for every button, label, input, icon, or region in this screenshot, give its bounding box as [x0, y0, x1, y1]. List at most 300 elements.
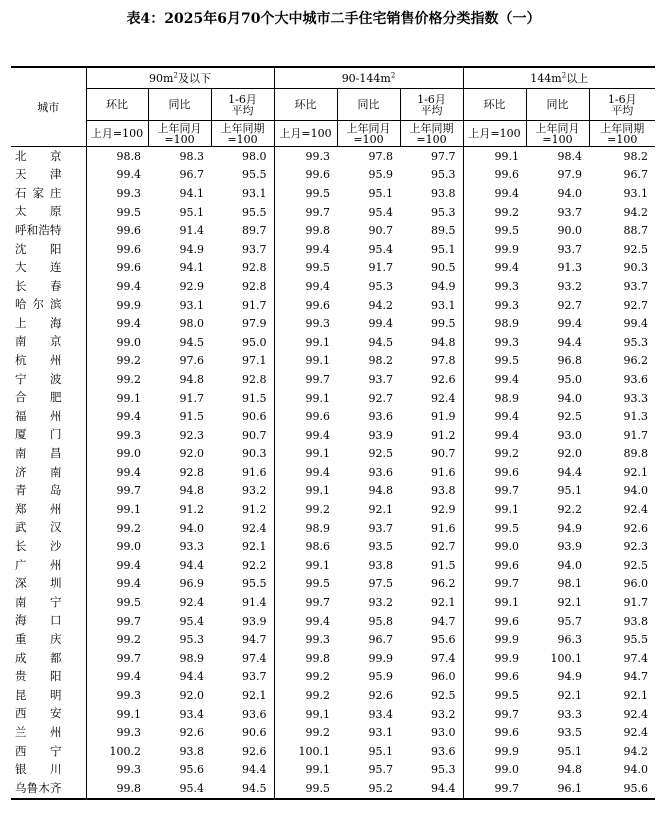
index-value-cell: 95.9	[368, 670, 393, 684]
index-value-cell: 91.5	[179, 410, 204, 424]
index-value-cell: 91.5	[431, 558, 456, 572]
index-value-cell: 89.5	[431, 224, 456, 238]
index-value-cell: 96.2	[623, 354, 648, 368]
index-value-cell: 95.6	[431, 633, 456, 647]
table-row	[11, 779, 655, 799]
index-value-cell: 92.6	[431, 372, 456, 386]
table-row	[11, 277, 655, 296]
index-value-cell: 90.3	[623, 261, 648, 275]
index-value-cell: 93.9	[368, 428, 393, 442]
index-value-cell: 99.4	[623, 317, 648, 331]
table-row	[11, 389, 655, 408]
index-value-cell: 92.5	[557, 410, 582, 424]
index-value-cell: 90.6	[242, 726, 267, 740]
index-value-cell: 99.5	[463, 221, 526, 240]
index-value-cell: 99.5	[86, 203, 148, 222]
index-value-cell: 98.2	[623, 149, 648, 163]
index-value-cell: 94.9	[557, 670, 582, 684]
index-value-cell: 91.7	[623, 428, 648, 442]
index-value-cell: 99.1	[274, 445, 337, 464]
index-value-cell: 93.8	[368, 558, 393, 572]
city-name: 长沙	[11, 537, 86, 556]
index-value-cell: 90.7	[242, 428, 267, 442]
index-value-cell: 93.6	[368, 465, 393, 479]
index-value-cell: 93.4	[179, 707, 204, 721]
table-title: 表4：2025年6月70个大中城市二手住宅销售价格分类指数（一）	[126, 11, 541, 27]
index-value-cell: 93.8	[431, 484, 456, 498]
index-value-cell: 99.2	[86, 352, 148, 371]
index-value-cell: 95.7	[368, 763, 393, 777]
index-value-cell: 99.1	[274, 705, 337, 724]
table-row	[11, 221, 655, 240]
index-value-cell: 99.4	[274, 463, 337, 482]
city-name: 北京	[11, 147, 86, 166]
table-row	[11, 668, 655, 687]
index-value-cell: 95.1	[368, 186, 393, 200]
index-value-cell: 91.5	[242, 391, 267, 405]
table-row	[11, 370, 655, 389]
index-value-cell: 92.1	[623, 465, 648, 479]
index-value-cell: 99.4	[274, 240, 337, 259]
table-row	[11, 147, 655, 166]
index-value-cell: 95.7	[557, 614, 582, 628]
index-value-cell: 92.0	[179, 689, 204, 703]
index-value-cell: 100.1	[550, 651, 582, 665]
index-value-cell: 94.1	[179, 261, 204, 275]
index-value-cell: 99.7	[463, 779, 526, 799]
index-value-cell: 95.8	[368, 614, 393, 628]
index-value-cell: 92.6	[242, 744, 267, 758]
index-value-cell: 99.4	[86, 314, 148, 333]
index-value-cell: 92.4	[623, 726, 648, 740]
index-value-cell: 94.5	[368, 335, 393, 349]
index-value-cell: 99.4	[463, 184, 526, 203]
index-value-cell: 93.2	[557, 279, 582, 293]
index-value-cell: 99.1	[274, 333, 337, 352]
index-value-cell: 99.6	[86, 221, 148, 240]
index-value-cell: 94.9	[431, 279, 456, 293]
index-value-cell: 93.3	[557, 707, 582, 721]
index-value-cell: 93.0	[431, 726, 456, 740]
index-value-cell: 91.2	[431, 428, 456, 442]
index-value-cell: 99.4	[274, 612, 337, 631]
index-value-cell: 93.1	[431, 298, 456, 312]
city-name: 海口	[11, 612, 86, 631]
index-value-cell: 99.6	[274, 166, 337, 185]
index-value-cell: 93.2	[242, 484, 267, 498]
index-value-cell: 94.7	[431, 614, 456, 628]
index-value-cell: 91.6	[431, 521, 456, 535]
index-value-cell: 92.5	[623, 242, 648, 256]
base-column-header: 上年同月 =100	[526, 121, 589, 147]
city-name: 青岛	[11, 482, 86, 501]
index-value-cell: 99.7	[463, 705, 526, 724]
index-value-cell: 99.4	[86, 556, 148, 575]
index-value-cell: 100.1	[274, 742, 337, 761]
city-name: 济南	[11, 463, 86, 482]
index-value-cell: 99.1	[274, 389, 337, 408]
index-value-cell: 99.6	[274, 296, 337, 315]
index-value-cell: 92.1	[557, 689, 582, 703]
table-row	[11, 184, 655, 203]
index-value-cell: 94.2	[623, 744, 648, 758]
sub-column-header: 同比	[526, 89, 589, 121]
table-row	[11, 333, 655, 352]
index-value-cell: 95.3	[431, 763, 456, 777]
index-value-cell: 99.7	[86, 482, 148, 501]
city-name: 沈阳	[11, 240, 86, 259]
index-value-cell: 93.7	[623, 279, 648, 293]
index-value-cell: 96.1	[526, 779, 589, 799]
group-header-over-144: $144m^2$以上	[463, 67, 655, 89]
index-value-cell: 97.8	[368, 149, 393, 163]
index-value-cell: 92.6	[368, 689, 393, 703]
index-value-cell: 94.8	[557, 763, 582, 777]
city-name: 厦门	[11, 426, 86, 445]
index-value-cell: 92.6	[623, 521, 648, 535]
index-value-cell: 93.7	[557, 205, 582, 219]
base-column-header: 上月=100	[463, 121, 526, 147]
index-value-cell: 97.4	[623, 651, 648, 665]
table-row	[11, 519, 655, 538]
city-name: 成都	[11, 649, 86, 668]
city-name: 天津	[11, 166, 86, 185]
index-value-cell: 99.0	[86, 445, 148, 464]
index-value-cell: 99.4	[86, 407, 148, 426]
group-header-90-144: $90-144m^2$	[274, 67, 463, 89]
index-value-cell: 92.5	[368, 447, 393, 461]
index-value-cell: 90.3	[242, 447, 267, 461]
index-value-cell: 98.9	[463, 314, 526, 333]
index-value-cell: 90.0	[557, 224, 582, 238]
index-value-cell: 93.1	[179, 298, 204, 312]
index-value-cell: 92.0	[557, 447, 582, 461]
index-value-cell: 99.1	[274, 352, 337, 371]
index-value-cell: 91.9	[431, 410, 456, 424]
index-value-cell: 91.2	[179, 503, 204, 517]
table-row	[11, 166, 655, 185]
table-row	[11, 630, 655, 649]
index-value-cell: 93.2	[431, 707, 456, 721]
city-name: 乌鲁木齐	[11, 779, 86, 799]
index-value-cell: 98.8	[86, 147, 148, 166]
index-value-cell: 94.0	[557, 558, 582, 572]
index-value-cell: 94.5	[179, 335, 204, 349]
index-value-cell: 99.4	[463, 426, 526, 445]
table-row	[11, 296, 655, 315]
city-name: 长春	[11, 277, 86, 296]
index-value-cell: 94.0	[557, 391, 582, 405]
index-value-cell: 93.7	[557, 242, 582, 256]
city-name: 西宁	[11, 742, 86, 761]
index-value-cell: 92.7	[623, 298, 648, 312]
index-value-cell: 99.6	[463, 612, 526, 631]
index-value-cell: 97.4	[242, 651, 267, 665]
index-value-cell: 99.3	[463, 333, 526, 352]
city-name: 兰州	[11, 723, 86, 742]
index-value-cell: 96.0	[623, 577, 648, 591]
index-value-cell: 99.5	[431, 317, 456, 331]
index-value-cell: 99.4	[463, 370, 526, 389]
sub-column-header: 环比	[274, 89, 337, 121]
index-value-cell: 91.6	[431, 465, 456, 479]
table-row	[11, 537, 655, 556]
index-value-cell: 99.5	[274, 779, 337, 799]
index-value-cell: 99.3	[274, 314, 337, 333]
index-value-cell: 90.7	[431, 447, 456, 461]
index-value-cell: 99.7	[86, 612, 148, 631]
index-value-cell: 92.7	[368, 391, 393, 405]
index-value-cell: 99.3	[86, 184, 148, 203]
sub-column-header: 环比	[463, 89, 526, 121]
table-row	[11, 742, 655, 761]
index-value-cell: 99.9	[368, 651, 393, 665]
index-value-cell: 99.4	[86, 277, 148, 296]
index-value-cell: 95.4	[148, 779, 211, 799]
index-value-cell: 99.4	[86, 575, 148, 594]
city-name: 上海	[11, 314, 86, 333]
index-value-cell: 99.5	[274, 259, 337, 278]
table-row	[11, 723, 655, 742]
index-value-cell: 98.0	[242, 149, 267, 163]
index-value-cell: 99.0	[86, 333, 148, 352]
index-value-cell: 95.6	[179, 763, 204, 777]
index-value-cell: 90.6	[242, 410, 267, 424]
index-value-cell: 96.7	[368, 633, 393, 647]
index-value-cell: 91.7	[623, 596, 648, 610]
index-value-cell: 94.9	[557, 521, 582, 535]
index-value-cell: 99.1	[463, 500, 526, 519]
index-value-cell: 99.7	[86, 649, 148, 668]
index-value-cell: 92.9	[179, 279, 204, 293]
index-value-cell: 95.1	[431, 242, 456, 256]
index-value-cell: 95.4	[368, 242, 393, 256]
index-value-cell: 97.1	[242, 354, 267, 368]
index-value-cell: 99.6	[86, 259, 148, 278]
index-value-cell: 93.0	[557, 428, 582, 442]
index-value-cell: 95.5	[623, 633, 648, 647]
city-name: 南宁	[11, 593, 86, 612]
index-value-cell: 97.5	[368, 577, 393, 591]
index-value-cell: 95.3	[431, 168, 456, 182]
index-value-cell: 96.9	[179, 577, 204, 591]
index-value-cell: 91.4	[179, 224, 204, 238]
index-value-cell: 91.7	[368, 261, 393, 275]
index-value-cell: 97.6	[179, 354, 204, 368]
index-value-cell: 95.4	[179, 614, 204, 628]
index-value-cell: 93.6	[368, 410, 393, 424]
index-value-cell: 99.4	[86, 166, 148, 185]
city-name: 南京	[11, 333, 86, 352]
index-value-cell: 99.4	[463, 259, 526, 278]
city-name: 重庆	[11, 630, 86, 649]
index-value-cell: 98.3	[179, 149, 204, 163]
index-value-cell: 91.7	[242, 298, 267, 312]
index-value-cell: 93.4	[368, 707, 393, 721]
index-value-cell: 96.7	[179, 168, 204, 182]
table-row	[11, 352, 655, 371]
index-value-cell: 99.1	[86, 500, 148, 519]
table-row	[11, 649, 655, 668]
index-value-cell: 99.1	[274, 761, 337, 780]
sub-column-header: 1-6月 平均	[211, 89, 274, 121]
table-row	[11, 612, 655, 631]
index-value-cell: 92.3	[623, 540, 648, 554]
index-value-cell: 96.3	[557, 633, 582, 647]
city-name: 石家庄	[11, 184, 86, 203]
city-name: 大连	[11, 259, 86, 278]
index-value-cell: 96.2	[431, 577, 456, 591]
index-value-cell: 94.4	[400, 779, 463, 799]
index-value-cell: 95.1	[179, 205, 204, 219]
index-value-cell: 95.5	[242, 205, 267, 219]
index-value-cell: 97.4	[431, 651, 456, 665]
index-value-cell: 99.2	[86, 519, 148, 538]
index-value-cell: 93.8	[179, 744, 204, 758]
index-value-cell: 95.5	[242, 577, 267, 591]
index-value-cell: 94.4	[242, 763, 267, 777]
index-value-cell: 99.2	[463, 445, 526, 464]
index-value-cell: 94.7	[623, 670, 648, 684]
index-value-cell: 99.5	[86, 593, 148, 612]
index-value-cell: 93.1	[368, 726, 393, 740]
index-value-cell: 99.5	[274, 575, 337, 594]
city-name: 昆明	[11, 686, 86, 705]
index-value-cell: 99.2	[274, 668, 337, 687]
index-value-cell: 94.8	[368, 484, 393, 498]
city-name: 宁波	[11, 370, 86, 389]
index-value-cell: 94.8	[179, 484, 204, 498]
index-value-cell: 93.8	[623, 614, 648, 628]
city-name: 哈尔滨	[11, 296, 86, 315]
city-name: 武汉	[11, 519, 86, 538]
index-value-cell: 92.6	[179, 726, 204, 740]
sub-column-header: 同比	[148, 89, 211, 121]
index-value-cell: 97.9	[557, 168, 582, 182]
index-value-cell: 96.7	[623, 168, 648, 182]
city-name: 深圳	[11, 575, 86, 594]
index-value-cell: 92.4	[623, 707, 648, 721]
index-value-cell: 94.4	[179, 558, 204, 572]
index-value-cell: 93.7	[242, 670, 267, 684]
index-value-cell: 99.1	[274, 556, 337, 575]
index-value-cell: 99.9	[463, 240, 526, 259]
index-value-cell: 92.4	[179, 596, 204, 610]
index-value-cell: 95.1	[368, 744, 393, 758]
index-value-cell: 99.3	[86, 723, 148, 742]
index-value-cell: 99.6	[86, 240, 148, 259]
index-value-cell: 99.4	[368, 317, 393, 331]
index-value-cell: 94.4	[179, 670, 204, 684]
index-value-cell: 99.9	[463, 742, 526, 761]
index-value-cell: 92.1	[242, 689, 267, 703]
index-value-cell: 94.0	[623, 484, 648, 498]
index-value-cell: 93.3	[179, 540, 204, 554]
index-value-cell: 92.3	[179, 428, 204, 442]
table-row	[11, 482, 655, 501]
table-row	[11, 407, 655, 426]
table-row	[11, 593, 655, 612]
index-value-cell: 95.6	[589, 779, 655, 799]
index-value-cell: 98.4	[557, 149, 582, 163]
index-value-cell: 89.8	[623, 447, 648, 461]
base-column-header: 上月=100	[274, 121, 337, 147]
index-value-cell: 94.4	[557, 465, 582, 479]
index-value-cell: 93.7	[368, 521, 393, 535]
index-value-cell: 91.3	[623, 410, 648, 424]
index-value-cell: 99.6	[463, 668, 526, 687]
index-value-cell: 92.0	[179, 447, 204, 461]
base-column-header: 上年同期 =100	[400, 121, 463, 147]
index-value-cell: 99.3	[86, 761, 148, 780]
index-value-cell: 92.8	[242, 372, 267, 386]
index-value-cell: 92.1	[431, 596, 456, 610]
index-value-cell: 97.7	[431, 149, 456, 163]
index-value-cell: 100.2	[86, 742, 148, 761]
city-name: 贵阳	[11, 668, 86, 687]
index-value-cell: 99.7	[274, 370, 337, 389]
index-value-cell: 89.7	[242, 224, 267, 238]
index-value-cell: 92.1	[557, 596, 582, 610]
index-value-cell: 98.6	[274, 537, 337, 556]
index-value-cell: 95.1	[557, 744, 582, 758]
index-value-cell: 99.6	[274, 407, 337, 426]
index-value-cell: 99.7	[274, 203, 337, 222]
index-value-cell: 93.1	[623, 186, 648, 200]
index-value-cell: 93.5	[368, 540, 393, 554]
index-value-cell: 94.4	[557, 335, 582, 349]
index-value-cell: 93.5	[557, 726, 582, 740]
city-column-header: 城市	[11, 67, 86, 147]
index-value-cell: 95.4	[368, 205, 393, 219]
index-value-cell: 99.3	[274, 147, 337, 166]
table-row	[11, 686, 655, 705]
index-value-cell: 98.9	[274, 519, 337, 538]
index-value-cell: 99.6	[463, 723, 526, 742]
index-value-cell: 95.0	[242, 335, 267, 349]
table-row	[11, 500, 655, 519]
sub-column-header: 同比	[337, 89, 400, 121]
index-value-cell: 92.1	[242, 540, 267, 554]
index-value-cell: 98.9	[463, 389, 526, 408]
index-value-cell: 99.5	[463, 519, 526, 538]
index-value-cell: 99.0	[86, 537, 148, 556]
index-value-cell: 94.5	[211, 779, 274, 799]
price-index-table	[11, 66, 655, 800]
index-value-cell: 99.9	[463, 630, 526, 649]
index-value-cell: 99.8	[86, 779, 148, 799]
index-value-cell: 95.3	[368, 279, 393, 293]
index-value-cell: 99.4	[463, 407, 526, 426]
index-value-cell: 92.7	[557, 298, 582, 312]
city-name: 杭州	[11, 352, 86, 371]
sub-column-header: 环比	[86, 89, 148, 121]
index-value-cell: 99.2	[86, 370, 148, 389]
sub-column-header: 1-6月 平均	[400, 89, 463, 121]
index-value-cell: 95.3	[179, 633, 204, 647]
index-value-cell: 99.4	[274, 277, 337, 296]
index-value-cell: 99.3	[86, 426, 148, 445]
index-value-cell: 93.7	[242, 242, 267, 256]
index-value-cell: 92.4	[242, 521, 267, 535]
index-value-cell: 99.1	[274, 482, 337, 501]
index-value-cell: 99.3	[463, 296, 526, 315]
index-value-cell: 93.9	[557, 540, 582, 554]
city-name: 西安	[11, 705, 86, 724]
index-value-cell: 92.8	[179, 465, 204, 479]
index-value-cell: 93.2	[368, 596, 393, 610]
index-value-cell: 99.6	[463, 556, 526, 575]
